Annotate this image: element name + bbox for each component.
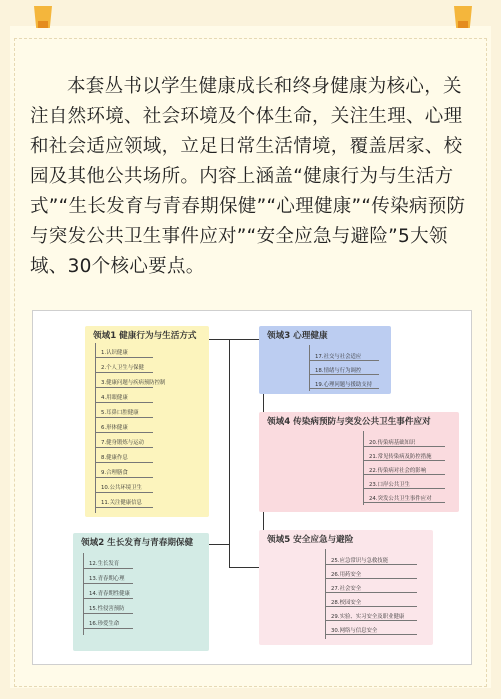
- item-underline: [363, 488, 445, 489]
- domain-item: 9.合理膳食: [101, 470, 128, 476]
- tree-line: [83, 553, 84, 635]
- item-underline: [95, 417, 153, 418]
- domain-item: 25.应急常识与急救技能: [331, 558, 389, 564]
- domain-item: 17.社交与社会适应: [315, 354, 362, 360]
- domain-item: 26.用药安全: [331, 572, 362, 578]
- item-underline: [309, 360, 379, 361]
- domain-item: 28.校园安全: [331, 600, 362, 606]
- item-underline: [363, 460, 445, 461]
- item-underline: [95, 477, 153, 478]
- domain-3-title: 领域3 心理健康: [267, 331, 328, 341]
- item-underline: [95, 402, 153, 403]
- item-underline: [325, 564, 417, 565]
- item-underline: [83, 628, 133, 629]
- domain-item: 20.传染病基础知识: [369, 440, 416, 446]
- item-underline: [363, 502, 445, 503]
- right-tab-icon: [454, 6, 472, 28]
- domain-item: 5.耳鼻口腔健康: [101, 410, 139, 416]
- item-underline: [363, 446, 445, 447]
- intro-paragraph: 本套丛书以学生健康成长和终身健康为核心，关注自然环境、社会环境及个体生命，关注生理、心理和社会适应领域，立足日常生活情境，覆盖居家、校园及其他公共场所。内容上涵盖“健康行为与生活方式”“生长发育与青春期保健”“心理健康”“传染病预防与突发公共卫生事件应对”“安全应急与避险”5大领域、30个核心要点。: [30, 76, 466, 277]
- item-underline: [325, 606, 417, 607]
- tree-line: [363, 431, 364, 505]
- item-underline: [95, 357, 153, 358]
- connector: [229, 339, 230, 567]
- domain-1-title: 领域1 健康行为与生活方式: [93, 331, 197, 341]
- item-underline: [95, 387, 153, 388]
- domain-item: 1.认识健康: [101, 350, 128, 356]
- tree-line: [309, 345, 310, 391]
- item-underline: [95, 447, 153, 448]
- domain-item: 6.形体健康: [101, 425, 128, 431]
- domain-2-title: 领域2 生长发育与青春期保健: [81, 538, 194, 548]
- domain-item: 27.社会安全: [331, 586, 362, 592]
- item-underline: [309, 388, 379, 389]
- domain-item: 7.健身锻炼与运动: [101, 440, 144, 446]
- domain-item: 3.健康问题与疾病预防控制: [101, 380, 166, 386]
- domain-item: 19.心理问题与援助支持: [315, 382, 373, 388]
- item-underline: [325, 592, 417, 593]
- domain-item: 4.用眼健康: [101, 395, 128, 401]
- item-underline: [83, 568, 133, 569]
- item-underline: [95, 462, 153, 463]
- connector: [209, 544, 230, 545]
- domain-item: 21.常见传染病及防控措施: [369, 454, 432, 460]
- item-underline: [325, 578, 417, 579]
- domain-item: 18.情绪与行为调控: [315, 368, 362, 374]
- domain-item: 12.生长发育: [89, 561, 120, 567]
- item-underline: [95, 432, 153, 433]
- connector: [209, 339, 263, 340]
- domain-item: 14.青春期性健康: [89, 591, 130, 597]
- item-underline: [83, 613, 133, 614]
- item-underline: [309, 374, 379, 375]
- domain-4-title: 领域4 传染病预防与突发公共卫生事件应对: [267, 417, 431, 427]
- domain-item: 24.突发公共卫生事件应对: [369, 496, 432, 502]
- left-tab-icon: [34, 6, 52, 28]
- domain-item: 23.口岸公共卫生: [369, 482, 410, 488]
- domain-item: 8.健康作息: [101, 455, 128, 461]
- tree-line: [325, 549, 326, 639]
- mind-map: [32, 310, 472, 665]
- item-underline: [95, 372, 153, 373]
- item-underline: [83, 583, 133, 584]
- domain-item: 29.实验、实习安全及职业健康: [331, 614, 405, 620]
- domain-5-title: 领域5 安全应急与避险: [267, 535, 354, 545]
- domain-item: 15.性侵害预防: [89, 606, 125, 612]
- tree-line: [95, 343, 96, 513]
- domain-item: 22.传染病对社会的影响: [369, 468, 427, 474]
- domain-item: 30.网络与信息安全: [331, 628, 378, 634]
- domain-item: 11.关注健康信息: [101, 500, 142, 506]
- item-underline: [325, 620, 417, 621]
- item-underline: [83, 598, 133, 599]
- item-underline: [325, 634, 417, 635]
- item-underline: [95, 507, 153, 508]
- domain-item: 2.个人卫生与保健: [101, 365, 144, 371]
- item-underline: [363, 474, 445, 475]
- domain-item: 16.珍爱生命: [89, 621, 120, 627]
- domain-item: 10.公共环境卫生: [101, 485, 142, 491]
- item-underline: [95, 492, 153, 493]
- domain-item: 13.青春期心理: [89, 576, 125, 582]
